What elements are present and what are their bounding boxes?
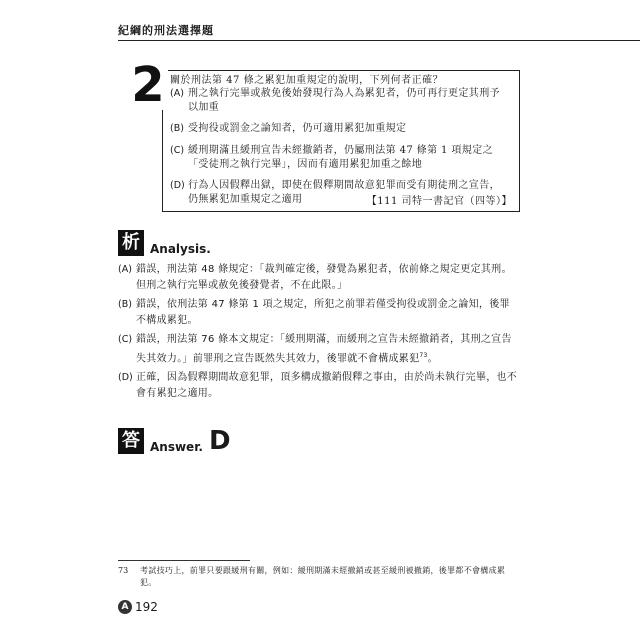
analysis-icon: 析 [118,230,144,256]
option-text: 行為人因假釋出獄，即使在假釋期間故意犯罪而受有期徒刑之宣告，仍無累犯加重規定之適用 [188,180,500,206]
analysis-title: Analysis. [150,242,211,256]
option-letter: (C) [170,144,185,156]
analysis-letter: (D) [118,372,133,384]
option-text: 受拘役或罰金之論知者，仍可適用累犯加重規定 [188,123,407,135]
analysis-item-c [118,332,520,366]
analysis-item-d [118,370,520,401]
option-c [170,144,510,172]
analysis-text: 錯誤，刑法第 48 條規定：「裁判確定後，發覺為累犯者，依前條之規定更定其刑。但刑之執行完畢或赦免後發覺者，不在此限。」 [136,264,512,291]
footnote [118,565,520,589]
analysis-item-a [118,262,520,293]
answer-heading [118,428,231,454]
page-footer [118,600,158,614]
header-rule [118,40,640,41]
analysis-text: 正確，因為假釋期間故意犯罪，頂多構成撤銷假釋之事由，由於尚未執行完畢，也不會有累犯之適用。 [136,372,518,399]
option-text: 緩刑期滿且緩刑宣告未經撤銷者，仍屬刑法第 47 條第 1 項規定之「受徒刑之執行完畢」，因而有適用累犯加重之餘地 [188,144,494,170]
analysis-text-wrap [136,332,520,366]
page-header: 紀綱的刑法選擇題 [118,24,214,37]
option-letter: (A) [170,88,184,99]
footnote-rule [118,560,250,561]
analysis-letter: (A) [118,264,132,275]
analysis-letter: (B) [118,299,132,310]
question-stem: 關於刑法第 47 條之累犯加重規定的說明，下列何者正確？ [170,75,444,86]
option-letter: (D) [170,180,185,192]
analysis-text-end: 。 [427,352,438,364]
answer-icon: 答 [118,428,144,454]
option-b [170,122,510,136]
option-letter: (B) [170,123,184,135]
section-badge-icon: A [118,600,132,614]
analysis-letter: (C) [118,334,133,345]
footnote-text: 考試技巧上，前罪只要跟緩刑有關，例如：緩刑期滿未經撤銷或甚至緩刑被撤銷，後罪都不會構成累犯。 [140,566,506,587]
analysis-text: 錯誤，依刑法第 47 條第 1 項之規定，所犯之前罪若僅受拘役或罰金之論知，後罪不構成累犯。 [136,299,510,326]
analysis-item-b [118,297,520,328]
option-text: 刑之執行完畢或赦免後始發現行為人為累犯者，仍可再行更定其刑予以加重 [188,88,500,114]
answer-title: Answer. [150,440,203,454]
analysis-list [118,262,520,405]
option-a [170,87,510,115]
footnote-ref: 73 [419,351,428,359]
question-source: 【111 司特一書記官（四等）】 [366,196,512,207]
analysis-heading [118,230,211,256]
question-number: 2 [128,60,168,110]
analysis-text: 錯誤，刑法第 76 條本文規定：「緩刑期滿，而緩刑之宣告未經撤銷者，其刑之宣告失其效力。」前罪刑之宣告既然失其效力，後罪就不會構成累犯 [136,334,512,364]
answer-value: D [208,426,231,456]
footnote-number: 73 [118,566,129,575]
page-number: 192 [135,600,158,614]
